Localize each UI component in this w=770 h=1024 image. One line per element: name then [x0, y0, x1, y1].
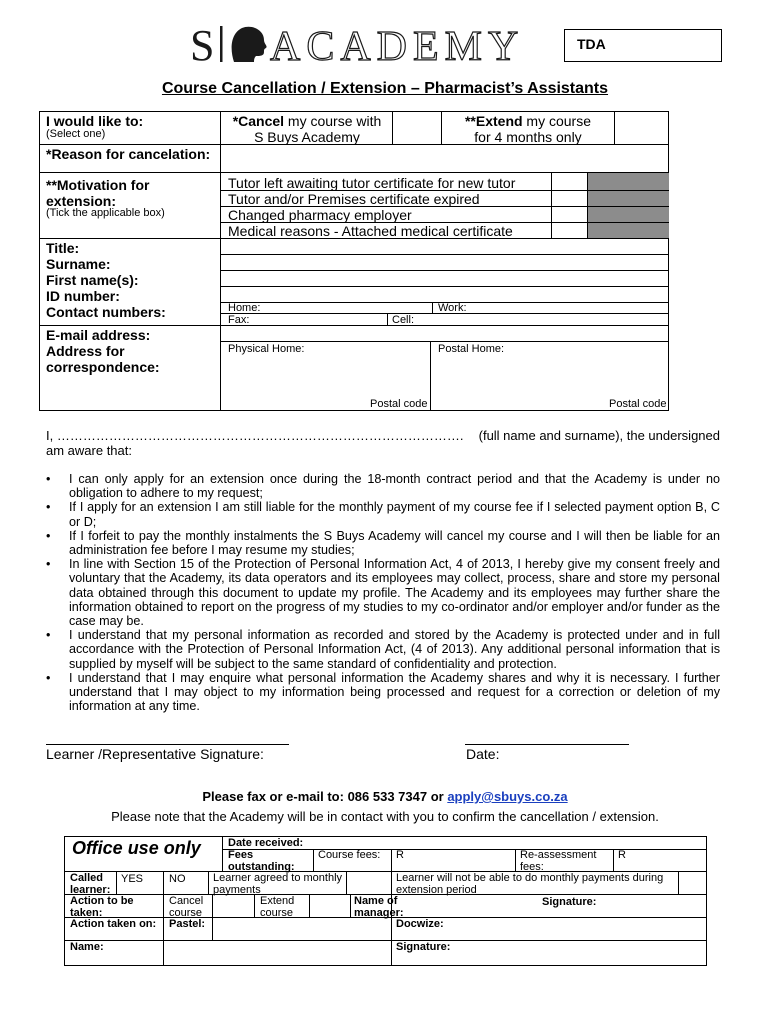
signature-label-2: Signature: [396, 941, 451, 953]
list-item: • If I forfeit to pay the monthly instalments the S Buys Academy will cancel my course and I will then be liable for an administration fee before I may resume my studies; [46, 528, 720, 558]
motivation-option: Changed pharmacy employer [228, 207, 412, 223]
yes-option[interactable]: YES [121, 873, 144, 885]
list-item: • In line with Section 15 of the Protection of Personal Information Act, 4 of 2013, I hereby give my consent freely and voluntary that the Academy, its data operators and its employees may collect, process, share and store my personal data obtained through this document to update my profile. The Academy and its employees may further share the information obtained to report on the progress of my studies to my co-ordinator and/or employer and/or funder as the case may be. [46, 557, 720, 629]
called-learner-label: Called learner: [70, 872, 111, 896]
page-title: Course Cancellation / Extension – Pharmacist’s Assistants [161, 80, 609, 97]
select-one-hint: (Select one) [46, 128, 106, 140]
fees-outstanding-label: Fees outstanding: [228, 849, 295, 873]
course-fees-value[interactable]: R [396, 849, 404, 861]
physical-address-field[interactable]: Physical Home: [228, 343, 305, 355]
email-input[interactable] [221, 326, 668, 341]
tick-hint: (Tick the applicable box) [46, 207, 165, 219]
course-fees-label: Course fees: [318, 849, 381, 861]
svg-text:S: S [190, 21, 216, 66]
motivation-label: **Motivation for extension: [46, 177, 150, 209]
cancel-checkbox[interactable] [393, 112, 440, 143]
home-phone-field[interactable]: Home: [228, 302, 261, 314]
contact-numbers-label: Contact numbers: [46, 304, 166, 320]
office-signature-label: Signature: [542, 896, 597, 908]
declaration-line: I, …………………………………………………………………………………. (full name and surname), the undersigned [46, 428, 720, 443]
motivation-option: Tutor and/or Premises certificate expired [228, 191, 480, 207]
first-names-label: First name(s): [46, 272, 139, 288]
agreed-monthly-option[interactable]: Learner agreed to monthly payments [213, 872, 343, 896]
postal-code-postal[interactable]: Postal code [609, 398, 667, 410]
reason-input[interactable] [221, 145, 668, 171]
name-label: Name: [70, 941, 104, 953]
title-label: Title: [46, 240, 80, 256]
motivation-option: Tutor left awaiting tutor certificate for new tutor [228, 175, 516, 191]
cancel-course-option[interactable]: Cancel course [169, 895, 204, 919]
reassessment-label: Re-assessment fees: [520, 849, 597, 873]
pastel-label: Pastel: [169, 918, 206, 930]
cell-field[interactable]: Cell: [392, 314, 415, 326]
extend-option[interactable]: **Extend my course for 4 months only [464, 113, 592, 145]
motivation-checkbox[interactable] [552, 223, 587, 238]
not-able-option[interactable]: Learner will not be able to do monthly payments during extension period [396, 872, 664, 896]
date-label: Date: [466, 746, 500, 762]
list-item: • I can only apply for an extension once during the 18-month contract period and that the Academy is under no obligation to adhere to my request; [46, 472, 720, 501]
contact-note: Please note that the Academy will be in contact with you to confirm the cancellation / extension. [111, 809, 659, 824]
list-item: • If I apply for an extension I am still liable for the monthly payment of my course fee if I selected payment option B, C or D; [46, 500, 720, 529]
declaration-aware: am aware that: [46, 443, 132, 458]
title-input[interactable] [221, 239, 668, 254]
work-phone-field[interactable]: Work: [438, 302, 467, 314]
reassessment-value[interactable]: R [618, 849, 626, 861]
list-item: • I understand that my personal information as recorded and stored by the Academy is protected under and in full accordance with the Protection of Personal Information Act, (4 of 2013). Any additional personal information that is supplied by myself will be subject to the same standard of confidentiality and protection. [46, 628, 720, 671]
date-line[interactable] [465, 744, 629, 745]
declaration-list [46, 472, 720, 713]
motivation-option: Medical reasons - Attached medical certificate [228, 223, 513, 239]
manager-label: Name of manager: [354, 895, 404, 919]
email-link[interactable]: apply@sbuys.co.za [447, 789, 568, 804]
email-label: E-mail address: [46, 327, 151, 343]
docwize-label: Docwize: [396, 918, 444, 930]
action-label: Action to be taken: [70, 895, 134, 919]
tda-box [564, 29, 722, 62]
surname-label: Surname: [46, 256, 111, 272]
office-use-heading: Office use only [72, 838, 201, 858]
motivation-checkbox[interactable] [552, 191, 587, 206]
id-number-input[interactable] [221, 287, 668, 302]
svg-text:ACADEMY: ACADEMY [270, 24, 525, 66]
cancel-option[interactable]: *Cancel my course with S Buys Academy [232, 113, 382, 145]
action-taken-label: Action taken on: [70, 918, 157, 930]
would-like-label: I would like to: [46, 113, 144, 129]
date-received-label: Date received: [228, 837, 304, 849]
extend-course-option[interactable]: Extend course [260, 895, 295, 919]
postal-code-physical[interactable]: Postal code [370, 398, 428, 410]
first-names-input[interactable] [221, 271, 668, 286]
signature-line[interactable] [46, 744, 289, 745]
motivation-checkbox[interactable] [552, 173, 587, 190]
reason-label: *Reason for cancelation: [46, 146, 211, 162]
tda-label: TDA [577, 36, 606, 52]
fax-email-line: Please fax or e-mail to: 086 533 7347 or apply@sbuys.co.za [202, 789, 568, 804]
motivation-checkbox[interactable] [552, 207, 587, 222]
list-item: • I understand that I may enquire what personal information the Academy shares and why it is necessary. I further understand that I may object to my information being processed and request for a correction or deletion of my information at any time. [46, 670, 720, 714]
address-label: Address for correspondence: [46, 343, 160, 375]
academy-logo [190, 20, 525, 66]
fax-field[interactable]: Fax: [228, 314, 250, 326]
signature-label: Learner /Representative Signature: [46, 746, 264, 762]
no-option[interactable]: NO [169, 873, 186, 885]
postal-address-field[interactable]: Postal Home: [438, 343, 505, 355]
surname-input[interactable] [221, 255, 668, 270]
id-number-label: ID number: [46, 288, 120, 304]
extend-checkbox[interactable] [615, 112, 668, 143]
